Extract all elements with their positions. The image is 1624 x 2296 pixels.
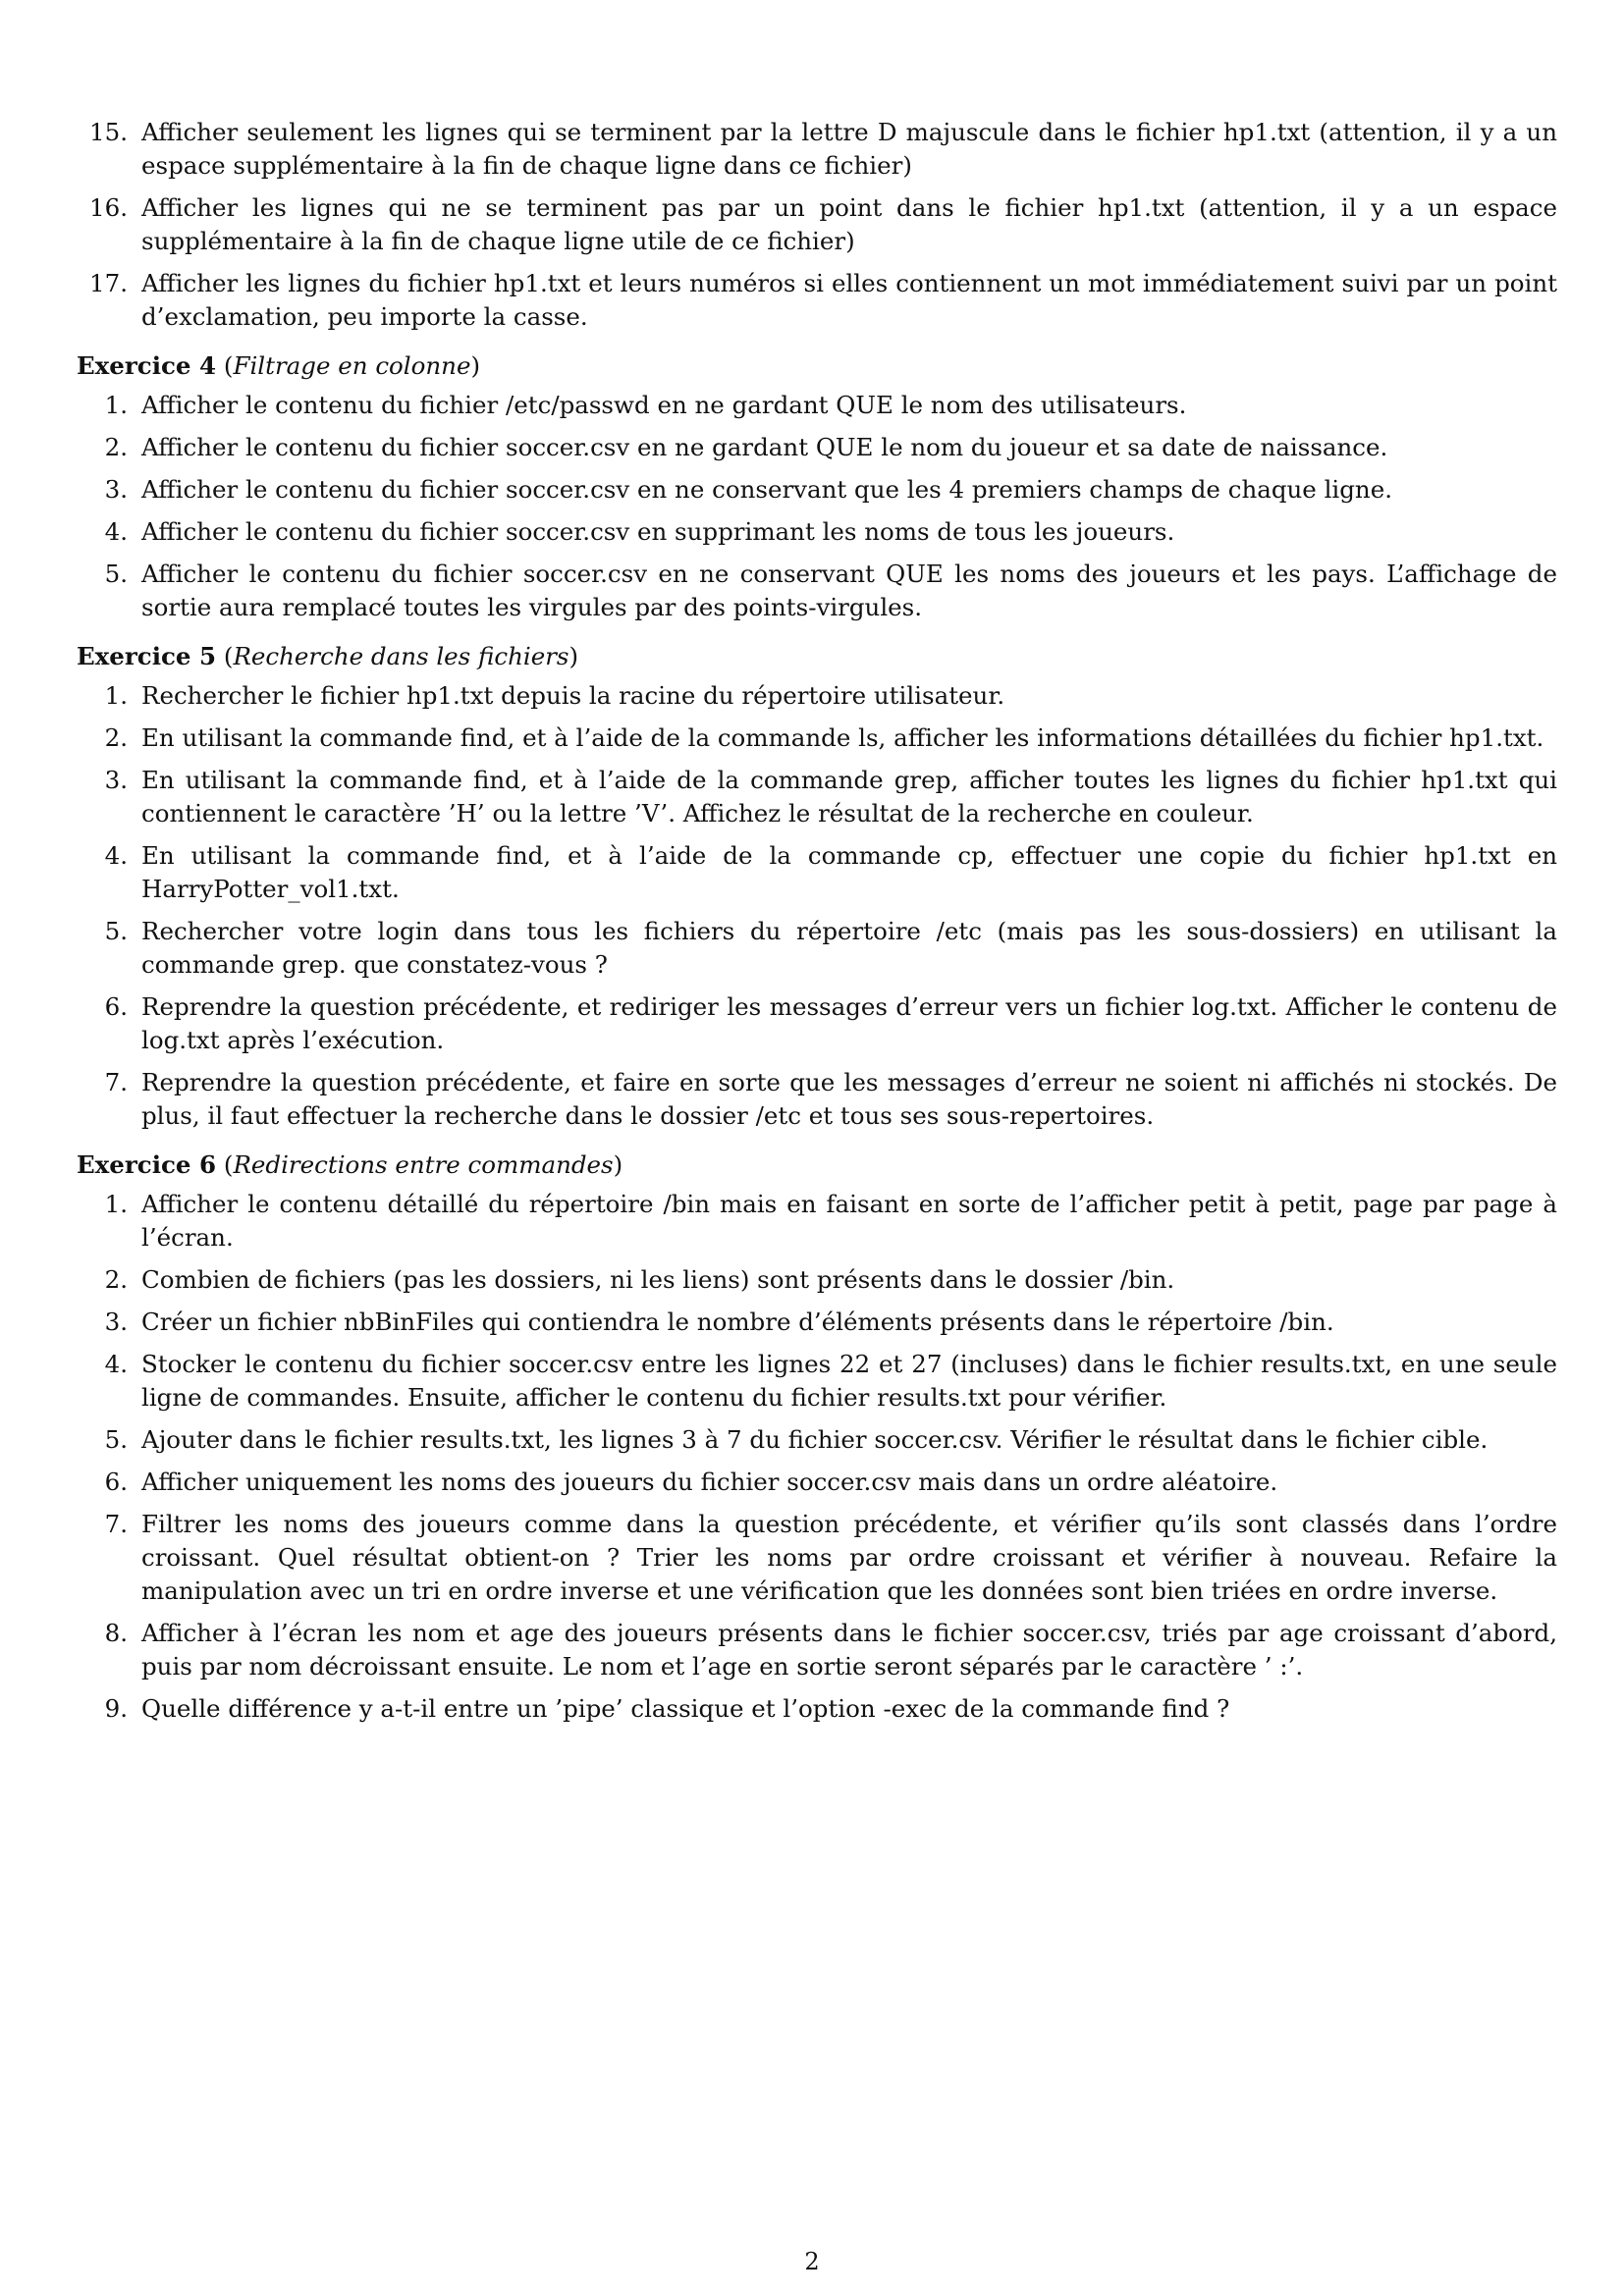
item-number: 2. <box>104 723 128 752</box>
exercise-subtitle: Recherche dans les fichiers <box>233 642 569 670</box>
list-item <box>77 558 1557 624</box>
item-number: 5. <box>104 1425 128 1454</box>
item-number: 1. <box>104 681 128 710</box>
list-item <box>77 431 1557 464</box>
list-item <box>77 839 1557 906</box>
item-text: Afficher le contenu du fichier soccer.csv en ne conservant QUE les noms des joueurs et les pays. L’affichage de sortie aura remplacé toutes les virgules par des points-virgules. <box>141 560 1557 621</box>
exercise-subtitle: Filtrage en colonne <box>233 351 471 380</box>
item-text: Créer un fichier nbBinFiles qui contiendra le nombre d’éléments présents dans le répertoire /bin. <box>141 1308 1334 1336</box>
item-text: En utilisant la commande find, et à l’aide de la commande cp, effectuer une copie du fichier hp1.txt en HarryPotter_vol1.txt. <box>141 841 1557 903</box>
item-text: En utilisant la commande find, et à l’aide de la commande ls, afficher les informations détaillées du fichier hp1.txt. <box>141 723 1544 752</box>
item-text: Combien de fichiers (pas les dossiers, ni les liens) sont présents dans le dossier /bin. <box>141 1265 1175 1294</box>
item-text: Afficher le contenu détaillé du répertoire /bin mais en faisant en sorte de l’afficher petit à petit, page par page à l’écran. <box>141 1190 1557 1252</box>
item-number: 4. <box>104 841 128 870</box>
item-text: Rechercher le fichier hp1.txt depuis la racine du répertoire utilisateur. <box>141 681 1005 710</box>
list-item <box>77 515 1557 549</box>
item-text: Afficher les lignes du fichier hp1.txt et leurs numéros si elles contiennent un mot immédiatement suivi par un point d’exclamation, peu importe la casse. <box>141 269 1557 331</box>
item-text: En utilisant la commande find, et à l’aide de la commande grep, afficher toutes les lignes du fichier hp1.txt qui contiennent le caractère ’H’ ou la lettre ’V’. Affichez le résultat de la recherche en couleur. <box>141 766 1557 828</box>
exercise-4-list <box>77 389 1557 624</box>
list-item <box>77 721 1557 755</box>
exercise-subtitle: Redirections entre commandes <box>233 1150 614 1179</box>
item-text: Filtrer les noms des joueurs comme dans la question précédente, et vérifier qu’ils sont classés dans l’ordre croissant. Quel résultat obtient-on ? Trier les noms par ordre croissant et vérifier à nouveau. Refaire la manipulation avec un tri en ordre inverse et une vérification que les données sont bien triées en ordre inverse. <box>141 1510 1557 1605</box>
exercise-label: Exercice 5 <box>77 642 217 670</box>
list-item <box>77 191 1557 258</box>
item-number: 3. <box>104 766 128 794</box>
item-text: Afficher le contenu du fichier soccer.csv en ne conservant que les 4 premiers champs de chaque ligne. <box>141 475 1392 504</box>
item-text: Stocker le contenu du fichier soccer.csv entre les lignes 22 et 27 (incluses) dans le fichier results.txt, en une seule ligne de commandes. Ensuite, afficher le contenu du fichier results.txt pour vérifier. <box>141 1350 1557 1412</box>
exercise-5-list <box>77 679 1557 1133</box>
item-number: 5. <box>104 560 128 588</box>
item-number: 7. <box>104 1510 128 1538</box>
intro-list <box>77 116 1557 334</box>
item-number: 7. <box>104 1068 128 1096</box>
exercise-label: Exercice 6 <box>77 1150 217 1179</box>
list-item <box>77 1066 1557 1133</box>
item-text: Afficher le contenu du fichier soccer.csv en ne gardant QUE le nom du joueur et sa date de naissance. <box>141 433 1388 461</box>
exercise-6-heading: Exercice 6 (Redirections entre commandes) <box>77 1150 623 1179</box>
item-number: 2. <box>104 433 128 461</box>
list-item <box>77 990 1557 1057</box>
item-number: 15. <box>89 118 128 146</box>
list-item <box>77 389 1557 422</box>
item-number: 4. <box>104 517 128 546</box>
item-text: Afficher seulement les lignes qui se terminent par la lettre D majuscule dans le fichier hp1.txt (attention, il y a un espace supplémentaire à la fin de chaque ligne dans ce fichier) <box>141 118 1557 180</box>
item-number: 1. <box>104 391 128 419</box>
item-number: 6. <box>104 992 128 1021</box>
list-item <box>77 267 1557 334</box>
list-item <box>77 679 1557 713</box>
item-text: Afficher uniquement les noms des joueurs du fichier soccer.csv mais dans un ordre aléatoire. <box>141 1468 1278 1496</box>
item-text: Rechercher votre login dans tous les fichiers du répertoire /etc (mais pas les sous-dossiers) en utilisant la commande grep. que constatez-vous ? <box>141 917 1557 979</box>
list-item <box>77 1306 1557 1339</box>
item-number: 4. <box>104 1350 128 1378</box>
document-page <box>77 116 1557 1735</box>
list-item <box>77 116 1557 183</box>
item-number: 17. <box>89 269 128 297</box>
exercise-4-heading: Exercice 4 (Filtrage en colonne) <box>77 351 481 380</box>
item-text: Afficher le contenu du fichier soccer.csv en supprimant les noms de tous les joueurs. <box>141 517 1175 546</box>
list-item <box>77 1692 1557 1726</box>
item-number: 8. <box>104 1619 128 1647</box>
item-number: 2. <box>104 1265 128 1294</box>
item-text: Afficher à l’écran les nom et age des joueurs présents dans le fichier soccer.csv, triés par age croissant d’abord, puis par nom décroissant ensuite. Le nom et l’age en sortie seront séparés par le caractère ’ :’. <box>141 1619 1557 1681</box>
exercise-6-list <box>77 1188 1557 1726</box>
item-number: 16. <box>89 193 128 222</box>
item-text: Ajouter dans le fichier results.txt, les lignes 3 à 7 du fichier soccer.csv. Vérifier le résultat dans le fichier cible. <box>141 1425 1489 1454</box>
item-number: 3. <box>104 475 128 504</box>
item-text: Quelle différence y a-t-il entre un ’pipe’ classique et l’option -exec de la commande find ? <box>141 1694 1230 1723</box>
item-text: Afficher les lignes qui ne se terminent pas par un point dans le fichier hp1.txt (attention, il y a un espace supplémentaire à la fin de chaque ligne utile de ce fichier) <box>141 193 1557 255</box>
item-number: 5. <box>104 917 128 945</box>
page-number: 2 <box>804 2248 820 2275</box>
item-text: Reprendre la question précédente, et rediriger les messages d’erreur vers un fichier log.txt. Afficher le contenu de log.txt après l’exécution. <box>141 992 1557 1054</box>
list-item <box>77 1617 1557 1683</box>
item-number: 3. <box>104 1308 128 1336</box>
item-number: 1. <box>104 1190 128 1218</box>
item-text: Reprendre la question précédente, et faire en sorte que les messages d’erreur ne soient ni affichés ni stockés. De plus, il faut effectuer la recherche dans le dossier /etc et tous ses sous-repertoires. <box>141 1068 1557 1130</box>
list-item <box>77 473 1557 507</box>
exercise-5-heading: Exercice 5 (Recherche dans les fichiers) <box>77 642 579 670</box>
item-number: 6. <box>104 1468 128 1496</box>
list-item <box>77 1348 1557 1415</box>
list-item <box>77 915 1557 982</box>
list-item <box>77 1263 1557 1297</box>
exercise-label: Exercice 4 <box>77 351 217 380</box>
item-number: 9. <box>104 1694 128 1723</box>
item-text: Afficher le contenu du fichier /etc/passwd en ne gardant QUE le nom des utilisateurs. <box>141 391 1187 419</box>
list-item <box>77 1508 1557 1608</box>
list-item <box>77 1423 1557 1457</box>
list-item <box>77 1466 1557 1499</box>
list-item <box>77 1188 1557 1255</box>
list-item <box>77 764 1557 830</box>
